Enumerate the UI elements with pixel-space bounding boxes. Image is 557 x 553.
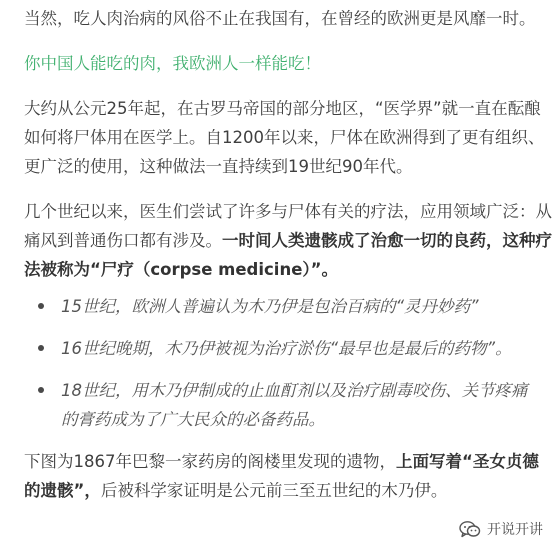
paragraph-corpse-medicine xyxy=(24,197,554,284)
list-item-text: 18世纪，用木乃伊制成的止血酊剂以及治疗剧毒咬伤、关节疼痛 xyxy=(61,381,528,400)
wechat-icon xyxy=(459,520,481,539)
paragraph-intro: 当然，吃人肉治病的风俗不止在我国有，在曾经的欧洲更是风靡一时。 xyxy=(24,9,536,28)
bullet-icon xyxy=(38,303,44,309)
paragraph-joan-of-arc xyxy=(24,447,554,505)
list-item xyxy=(24,334,554,363)
list-item-text: 15世纪，欧洲人普遍认为木乃伊是包治百病的“灵丹妙药” xyxy=(61,297,479,316)
article-body xyxy=(24,4,554,505)
bullet-icon xyxy=(38,387,44,393)
watermark-text: 开说开讲 xyxy=(487,521,543,538)
paragraph-joan-text-b: 后被科学家证明是公元前三至五世纪的木乃伊。 xyxy=(100,481,448,500)
examples-list xyxy=(24,292,554,434)
list-item xyxy=(24,292,554,321)
watermark xyxy=(459,520,543,539)
list-item-text-continued: 的膏药成为了广大民众的必备药品。 xyxy=(61,410,325,429)
paragraph-joan-emphasis: 上面写着“圣女贞德的遗骸”， xyxy=(24,452,539,500)
paragraph-corpse-medicine-text: 几个世纪以来，医生们尝试了许多与尸体有关的疗法，应用领域广泛：从痛风到普通伤口都有涉及。 xyxy=(24,202,552,250)
list-item xyxy=(24,376,554,434)
bullet-icon xyxy=(38,345,44,351)
paragraph-joan-text-a: 下图为1867年巴黎一家药房的阁楼里发现的遗物， xyxy=(24,452,396,471)
paragraph-corpse-medicine-emphasis: 一时间人类遗骸成了治愈一切的良药，这种疗法被称为“尸疗（corpse medicine）”。 xyxy=(24,231,552,279)
paragraph-history: 大约从公元25年起，在古罗马帝国的部分地区，“医学界”就一直在酝酿如何将尸体用在医学上。自1200年以来，尸体在欧洲得到了更有组织、更广泛的使用，这种做法一直持续到19世纪90年代。 xyxy=(24,99,545,176)
highlight-quote: 你中国人能吃的肉，我欧洲人一样能吃！ xyxy=(24,54,321,73)
list-item-text: 16世纪晚期，木乃伊被视为治疗淤伤“最早也是最后的药物”。 xyxy=(61,339,512,358)
